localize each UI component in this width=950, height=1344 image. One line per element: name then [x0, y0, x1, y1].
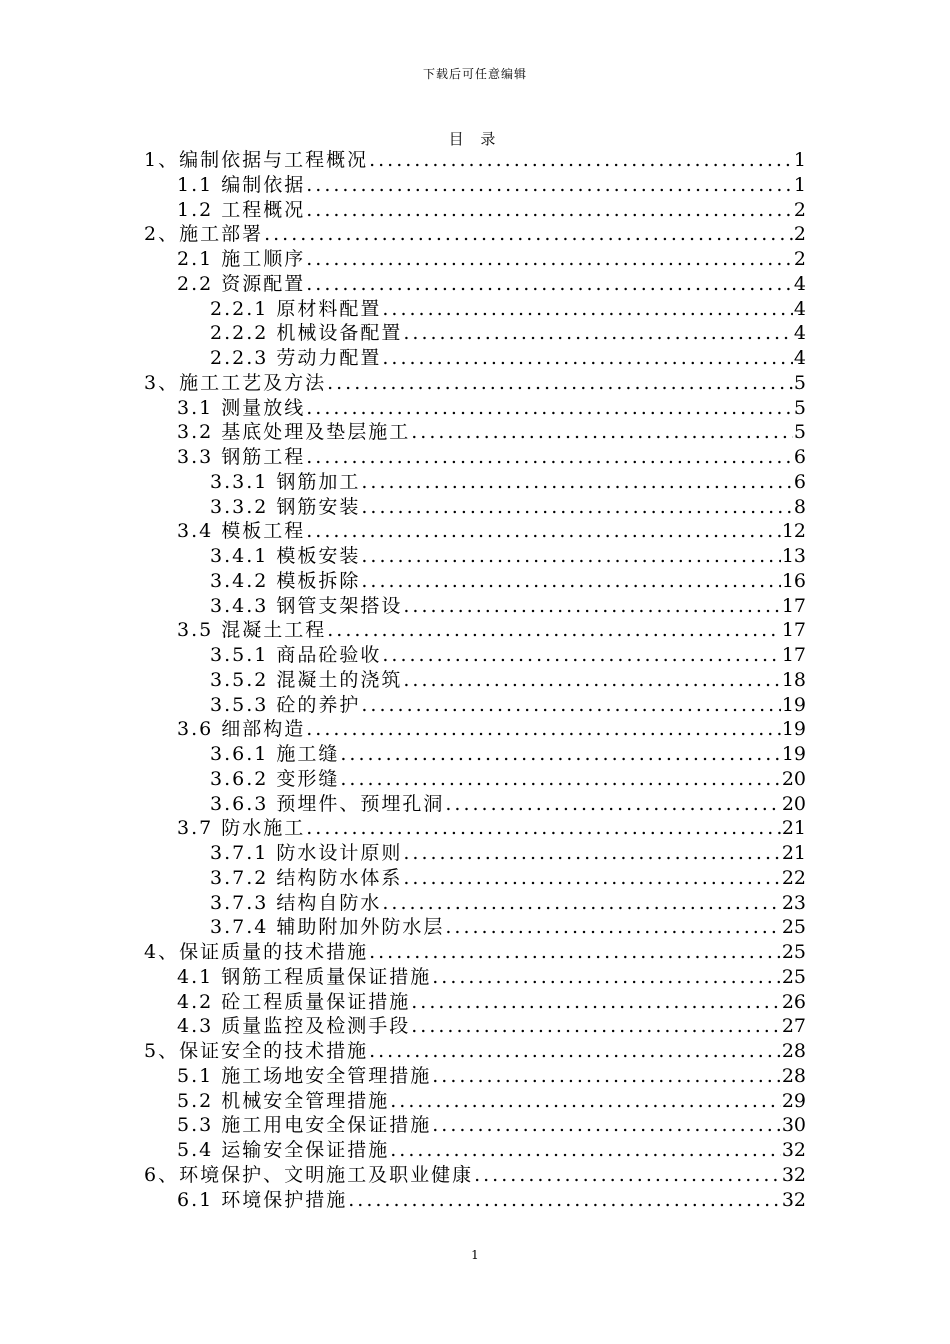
- toc-entry-page: 25: [781, 965, 806, 988]
- toc-entry-page: 21: [781, 842, 806, 864]
- toc-entry-page: 19: [781, 743, 806, 765]
- toc-entry-label: 2.2.3 劳动力配置: [210, 347, 382, 369]
- toc-entry-label: 3.2 基底处理及垫层施工: [177, 421, 411, 444]
- toc-entry[interactable]: [144, 1113, 806, 1138]
- toc-entry-label: 3.3.2 钢筋安装: [210, 495, 361, 518]
- toc-entry[interactable]: [144, 396, 806, 421]
- toc-entry-label: 3.4.3 钢管支架搭设: [210, 594, 403, 617]
- toc-entry-label: 5.3 施工用电安全保证措施: [177, 1114, 432, 1137]
- toc-entry[interactable]: [144, 866, 806, 891]
- toc-entry-page: 32: [781, 1163, 806, 1186]
- toc-leader-dots: [306, 247, 793, 272]
- toc-leader-dots: [403, 321, 793, 346]
- toc-entry-label: 4.1 钢筋工程质量保证措施: [177, 965, 432, 988]
- toc-entry-page: 28: [781, 1040, 806, 1062]
- toc-entry-page: 17: [781, 644, 806, 666]
- toc-entry[interactable]: [144, 272, 806, 297]
- toc-entry[interactable]: [144, 420, 806, 445]
- toc-leader-dots: [306, 198, 793, 223]
- toc-entry-label: 3.4 模板工程: [177, 520, 306, 543]
- toc-entry-label: 5.2 机械安全管理措施: [177, 1089, 390, 1112]
- toc-leader-dots: [432, 1064, 781, 1089]
- toc-entry[interactable]: [144, 841, 806, 866]
- toc-entry-page: 17: [781, 594, 806, 617]
- toc-leader-dots: [340, 742, 780, 767]
- page-header: 下载后可任意编辑: [422, 67, 527, 81]
- toc-entry[interactable]: [144, 693, 806, 718]
- toc-entry-label: 2.2.1 原材料配置: [210, 297, 382, 320]
- toc-entry[interactable]: [144, 569, 806, 594]
- toc-entry[interactable]: [144, 618, 806, 643]
- toc-entry-page: 1: [793, 173, 806, 196]
- toc-entry-label: 3.1 测量放线: [177, 396, 306, 419]
- toc-entry-label: 4.3 质量监控及检测手段: [177, 1015, 411, 1038]
- toc-entry-page: 25: [781, 916, 806, 939]
- toc-leader-dots: [264, 222, 793, 247]
- toc-entry[interactable]: [144, 1064, 806, 1089]
- toc-leader-dots: [369, 1039, 781, 1064]
- toc-leader-dots: [327, 618, 781, 643]
- toc-entry[interactable]: [144, 495, 806, 520]
- toc-entry-label: 4.2 砼工程质量保证措施: [177, 990, 411, 1013]
- toc-entry[interactable]: [144, 915, 806, 940]
- toc-entry-label: 3.6.3 预埋件、预埋孔洞: [210, 792, 445, 815]
- toc-entry-page: 26: [781, 990, 806, 1013]
- toc-entry[interactable]: [144, 173, 806, 198]
- toc-entry-label: 3.7.3 结构自防水: [210, 891, 382, 914]
- toc-entry-label: 3.7.4 辅助附加外防水层: [210, 916, 445, 939]
- toc-leader-dots: [390, 1089, 781, 1114]
- toc-leader-dots: [306, 396, 793, 421]
- toc-leader-dots: [369, 148, 793, 173]
- toc-entry-page: 6: [793, 470, 806, 493]
- toc-entry[interactable]: [144, 1188, 806, 1213]
- toc-entry[interactable]: [144, 643, 806, 668]
- toc-entry[interactable]: [144, 222, 806, 247]
- toc-entry[interactable]: [144, 767, 806, 792]
- toc-entry-label: 3.6.2 变形缝: [210, 767, 340, 790]
- toc-entry[interactable]: [144, 297, 806, 322]
- toc-entry-label: 3.5.3 砼的养护: [210, 693, 361, 716]
- toc-leader-dots: [403, 841, 780, 866]
- toc-entry-label: 3.5 混凝土工程: [177, 619, 327, 642]
- toc-leader-dots: [306, 445, 793, 470]
- toc-entry-page: 4: [793, 297, 806, 320]
- toc-leader-dots: [306, 519, 781, 544]
- toc-entry[interactable]: [144, 1138, 806, 1163]
- toc-leader-dots: [327, 371, 793, 396]
- toc-entry-page: 5: [793, 396, 806, 419]
- toc-entry[interactable]: [144, 371, 806, 396]
- toc-entry[interactable]: [144, 742, 806, 767]
- toc-entry[interactable]: [144, 321, 806, 346]
- toc-entry-label: 3.5.2 混凝土的浇筑: [210, 668, 403, 691]
- toc-entry[interactable]: [144, 470, 806, 495]
- toc-leader-dots: [403, 594, 780, 619]
- toc-entry-page: 4: [793, 347, 806, 369]
- toc-leader-dots: [403, 668, 780, 693]
- toc-leader-dots: [361, 544, 780, 569]
- toc-entry-label: 1.1 编制依据: [177, 173, 306, 196]
- toc-entry[interactable]: [144, 1089, 806, 1114]
- toc-entry-label: 6.1 环境保护措施: [177, 1188, 348, 1211]
- table-of-contents: [144, 148, 806, 1212]
- toc-entry-page: 20: [781, 767, 806, 790]
- toc-leader-dots: [306, 816, 781, 841]
- toc-leader-dots: [382, 346, 793, 371]
- toc-leader-dots: [306, 173, 793, 198]
- toc-leader-dots: [361, 693, 780, 718]
- toc-entry-label: 3.4.2 模板拆除: [210, 569, 361, 592]
- toc-entry-page: 1: [793, 149, 806, 171]
- toc-leader-dots: [382, 643, 780, 668]
- toc-entry-page: 12: [781, 520, 806, 543]
- toc-entry-label: 3.3 钢筋工程: [177, 446, 306, 468]
- toc-entry-page: 27: [781, 1015, 806, 1038]
- toc-entry-page: 13: [781, 545, 806, 567]
- toc-leader-dots: [361, 470, 793, 495]
- toc-entry-label: 3.7.1 防水设计原则: [210, 842, 403, 864]
- toc-entry-label: 2.1 施工顺序: [177, 248, 306, 270]
- toc-entry[interactable]: [144, 940, 806, 965]
- toc-leader-dots: [411, 1014, 781, 1039]
- toc-entry-page: 28: [781, 1064, 806, 1087]
- toc-entry[interactable]: [144, 148, 806, 173]
- toc-leader-dots: [369, 940, 781, 965]
- page-number: 1: [471, 1248, 479, 1262]
- toc-leader-dots: [403, 866, 780, 891]
- toc-leader-dots: [306, 717, 781, 742]
- toc-leader-dots: [340, 767, 780, 792]
- toc-entry-label: 3.6 细部构造: [177, 718, 306, 741]
- toc-entry-label: 6、环境保护、文明施工及职业健康: [144, 1163, 474, 1186]
- toc-entry-label: 3.7 防水施工: [177, 817, 306, 840]
- toc-entry-page: 25: [781, 941, 806, 963]
- toc-entry-page: 8: [793, 495, 806, 518]
- toc-entry-label: 3.6.1 施工缝: [210, 743, 340, 765]
- toc-entry-label: 5、保证安全的技术措施: [144, 1040, 369, 1062]
- toc-entry-page: 6: [793, 446, 806, 468]
- toc-entry[interactable]: [144, 247, 806, 272]
- toc-entry[interactable]: [144, 1163, 806, 1188]
- toc-entry[interactable]: [144, 668, 806, 693]
- toc-entry[interactable]: [144, 346, 806, 371]
- toc-leader-dots: [382, 891, 780, 916]
- toc-entry-page: 2: [793, 223, 806, 246]
- toc-entry[interactable]: [144, 717, 806, 742]
- toc-entry-page: 2: [793, 198, 806, 221]
- toc-entry-label: 3、施工工艺及方法: [144, 371, 327, 394]
- toc-entry-page: 2: [793, 248, 806, 270]
- toc-entry-page: 32: [781, 1139, 806, 1161]
- toc-entry-label: 2、施工部署: [144, 223, 264, 246]
- toc-entry[interactable]: [144, 816, 806, 841]
- toc-entry-label: 3.5.1 商品砼验收: [210, 644, 382, 666]
- toc-entry-label: 1、编制依据与工程概况: [144, 149, 369, 171]
- toc-entry-page: 5: [793, 421, 806, 444]
- toc-leader-dots: [382, 297, 793, 322]
- toc-entry-label: 4、保证质量的技术措施: [144, 941, 369, 963]
- toc-leader-dots: [361, 569, 780, 594]
- toc-entry[interactable]: [144, 445, 806, 470]
- toc-entry-page: 5: [793, 371, 806, 394]
- toc-leader-dots: [411, 420, 793, 445]
- toc-entry[interactable]: [144, 544, 806, 569]
- toc-entry-page: 16: [781, 569, 806, 592]
- toc-entry[interactable]: [144, 965, 806, 990]
- toc-entry-page: 4: [793, 272, 806, 295]
- toc-entry-page: 19: [781, 718, 806, 741]
- toc-title: 目 录: [448, 130, 502, 148]
- toc-entry-label: 1.2 工程概况: [177, 198, 306, 221]
- toc-entry-page: 32: [781, 1188, 806, 1211]
- toc-entry-page: 19: [781, 693, 806, 716]
- toc-entry[interactable]: [144, 198, 806, 223]
- toc-entry[interactable]: [144, 594, 806, 619]
- toc-entry[interactable]: [144, 1039, 806, 1064]
- toc-entry-label: 3.7.2 结构防水体系: [210, 866, 403, 889]
- toc-entry[interactable]: [144, 990, 806, 1015]
- toc-entry-page: 4: [793, 322, 806, 345]
- toc-entry-label: 3.3.1 钢筋加工: [210, 470, 361, 493]
- toc-entry-label: 5.4 运输安全保证措施: [177, 1139, 390, 1161]
- toc-entry[interactable]: [144, 519, 806, 544]
- toc-leader-dots: [306, 272, 793, 297]
- toc-leader-dots: [432, 1113, 781, 1138]
- toc-entry-page: 20: [781, 792, 806, 815]
- toc-entry-page: 18: [781, 668, 806, 691]
- toc-leader-dots: [445, 915, 780, 940]
- toc-entry-label: 3.4.1 模板安装: [210, 545, 361, 567]
- toc-leader-dots: [474, 1163, 781, 1188]
- toc-entry[interactable]: [144, 891, 806, 916]
- toc-entry-page: 17: [781, 619, 806, 642]
- toc-leader-dots: [432, 965, 781, 990]
- toc-leader-dots: [361, 495, 793, 520]
- toc-entry-page: 22: [781, 866, 806, 889]
- toc-leader-dots: [445, 792, 780, 817]
- toc-leader-dots: [411, 990, 781, 1015]
- toc-entry-page: 30: [781, 1114, 806, 1137]
- toc-leader-dots: [390, 1138, 781, 1163]
- toc-entry-label: 5.1 施工场地安全管理措施: [177, 1064, 432, 1087]
- toc-entry[interactable]: [144, 1014, 806, 1039]
- toc-entry-page: 23: [781, 891, 806, 914]
- toc-entry-label: 2.2 资源配置: [177, 272, 306, 295]
- toc-leader-dots: [348, 1188, 781, 1213]
- toc-entry-label: 2.2.2 机械设备配置: [210, 322, 403, 345]
- toc-entry-page: 29: [781, 1089, 806, 1112]
- toc-entry[interactable]: [144, 792, 806, 817]
- toc-entry-page: 21: [781, 817, 806, 840]
